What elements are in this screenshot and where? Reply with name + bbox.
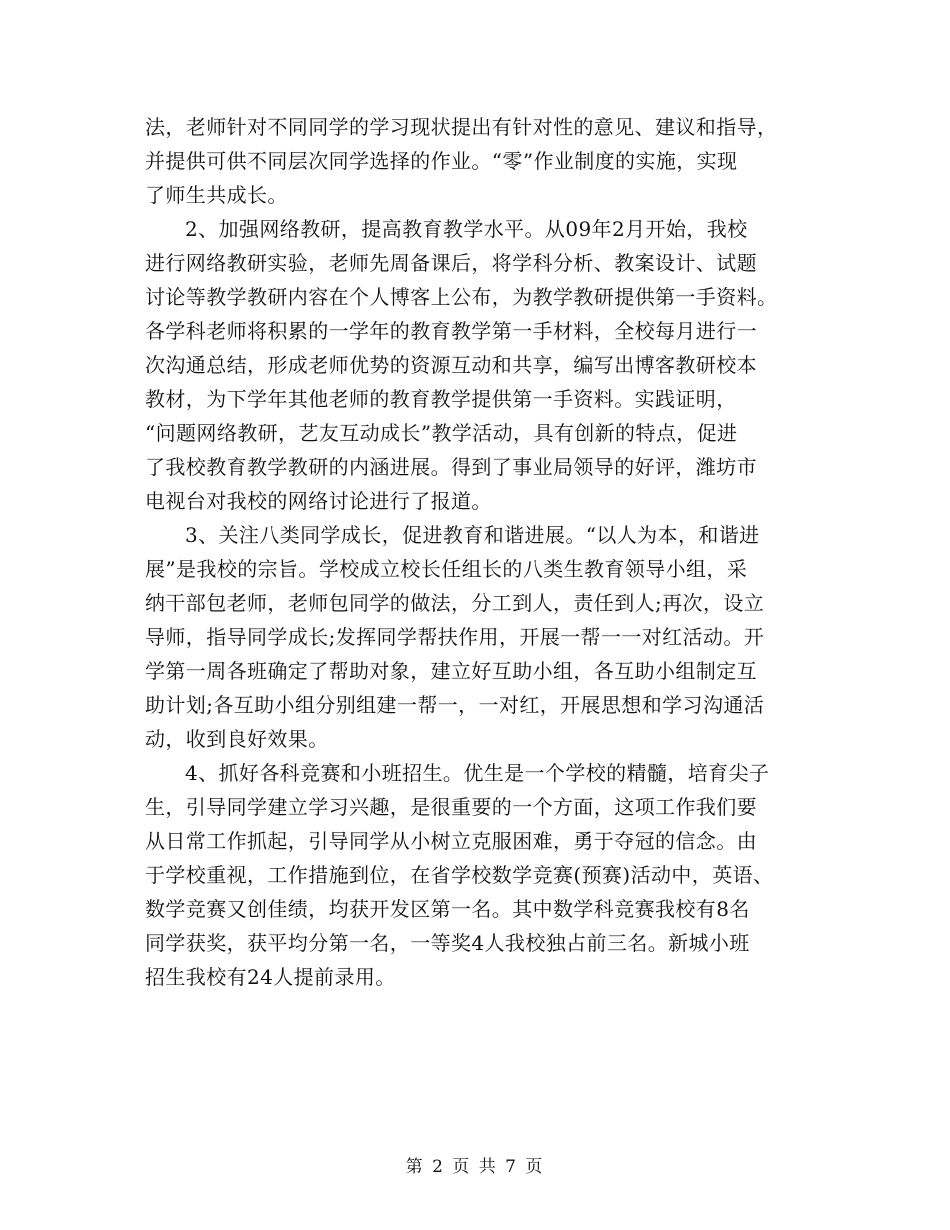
text-line: 4、抓好各科竞赛和小班招生。优生是一个学校的精髓，培育尖子 — [185, 761, 770, 785]
paragraph — [145, 110, 810, 212]
paragraph — [145, 212, 810, 518]
text-line: 并提供可供不同层次同学选择的作业。“零”作业制度的实施，实现 — [145, 149, 738, 173]
text-line: 纳干部包老师，老师包同学的做法，分工到人，责任到人;再次，设立 — [145, 591, 765, 615]
paragraph — [145, 756, 810, 994]
text-line: 展”是我校的宗旨。学校成立校长任组长的八类生教育领导小组，采 — [145, 557, 748, 581]
document-body — [145, 110, 810, 994]
text-line: 数学竞赛又创佳绩，均获开发区第一名。其中数学科竞赛我校有8名 — [145, 897, 750, 921]
text-line: 了师生共成长。 — [145, 183, 288, 207]
text-line: 助计划;各互助小组分别组建一帮一，一对红，开展思想和学习沟通活 — [145, 693, 765, 717]
text-line: 讨论等教学教研内容在个人博客上公布，为教学教研提供第一手资料。 — [145, 285, 778, 309]
text-line: 次沟通总结，形成老师优势的资源互动和共享，编写出博客教研校本 — [145, 353, 757, 377]
text-line: 进行网络教研实验，老师先周备课后，将学科分析、教案设计、试题 — [145, 251, 757, 275]
paragraph — [145, 518, 810, 756]
text-line: 学第一周各班确定了帮助对象，建立好互助小组，各互助小组制定互 — [145, 659, 757, 683]
text-line: 2、加强网络教研，提高教育教学水平。从09年2月开始，我校 — [185, 217, 748, 241]
text-line: 了我校教育教学教研的内涵进展。得到了事业局领导的好评，潍坊市 — [145, 455, 757, 479]
page-footer: 第 2 页 共 7 页 — [405, 1157, 545, 1177]
text-line: 于学校重视，工作措施到位，在省学校数学竞赛(预赛)活动中，英语、 — [145, 863, 774, 887]
text-line: 各学科老师将积累的一学年的教育教学第一手材料，全校每月进行一 — [145, 319, 757, 343]
text-line: 法，老师针对不同同学的学习现状提出有针对性的意见、建议和指导， — [145, 115, 778, 139]
text-line: 同学获奖，获平均分第一名，一等奖4人我校独占前三名。新城小班 — [145, 931, 750, 955]
text-line: 3、关注八类同学成长，促进教育和谐进展。“以人为本，和谐进 — [185, 523, 760, 547]
text-line: 动，收到良好效果。 — [145, 727, 329, 751]
text-line: 电视台对我校的网络讨论进行了报道。 — [145, 489, 492, 513]
text-line: 教材，为下学年其他老师的教育教学提供第一手资料。实践证明， — [145, 387, 737, 411]
text-line: 导师，指导同学成长;发挥同学帮扶作用，开展一帮一一对红活动。开 — [145, 625, 765, 649]
text-line: “问题网络教研，艺友互动成长”教学活动，具有创新的特点，促进 — [145, 421, 738, 445]
text-line: 生，引导同学建立学习兴趣，是很重要的一个方面，这项工作我们要 — [145, 795, 757, 819]
text-line: 从日常工作抓起，引导同学从小树立克服困难，勇于夺冠的信念。由 — [145, 829, 757, 853]
text-line: 招生我校有24人提前录用。 — [145, 965, 396, 989]
